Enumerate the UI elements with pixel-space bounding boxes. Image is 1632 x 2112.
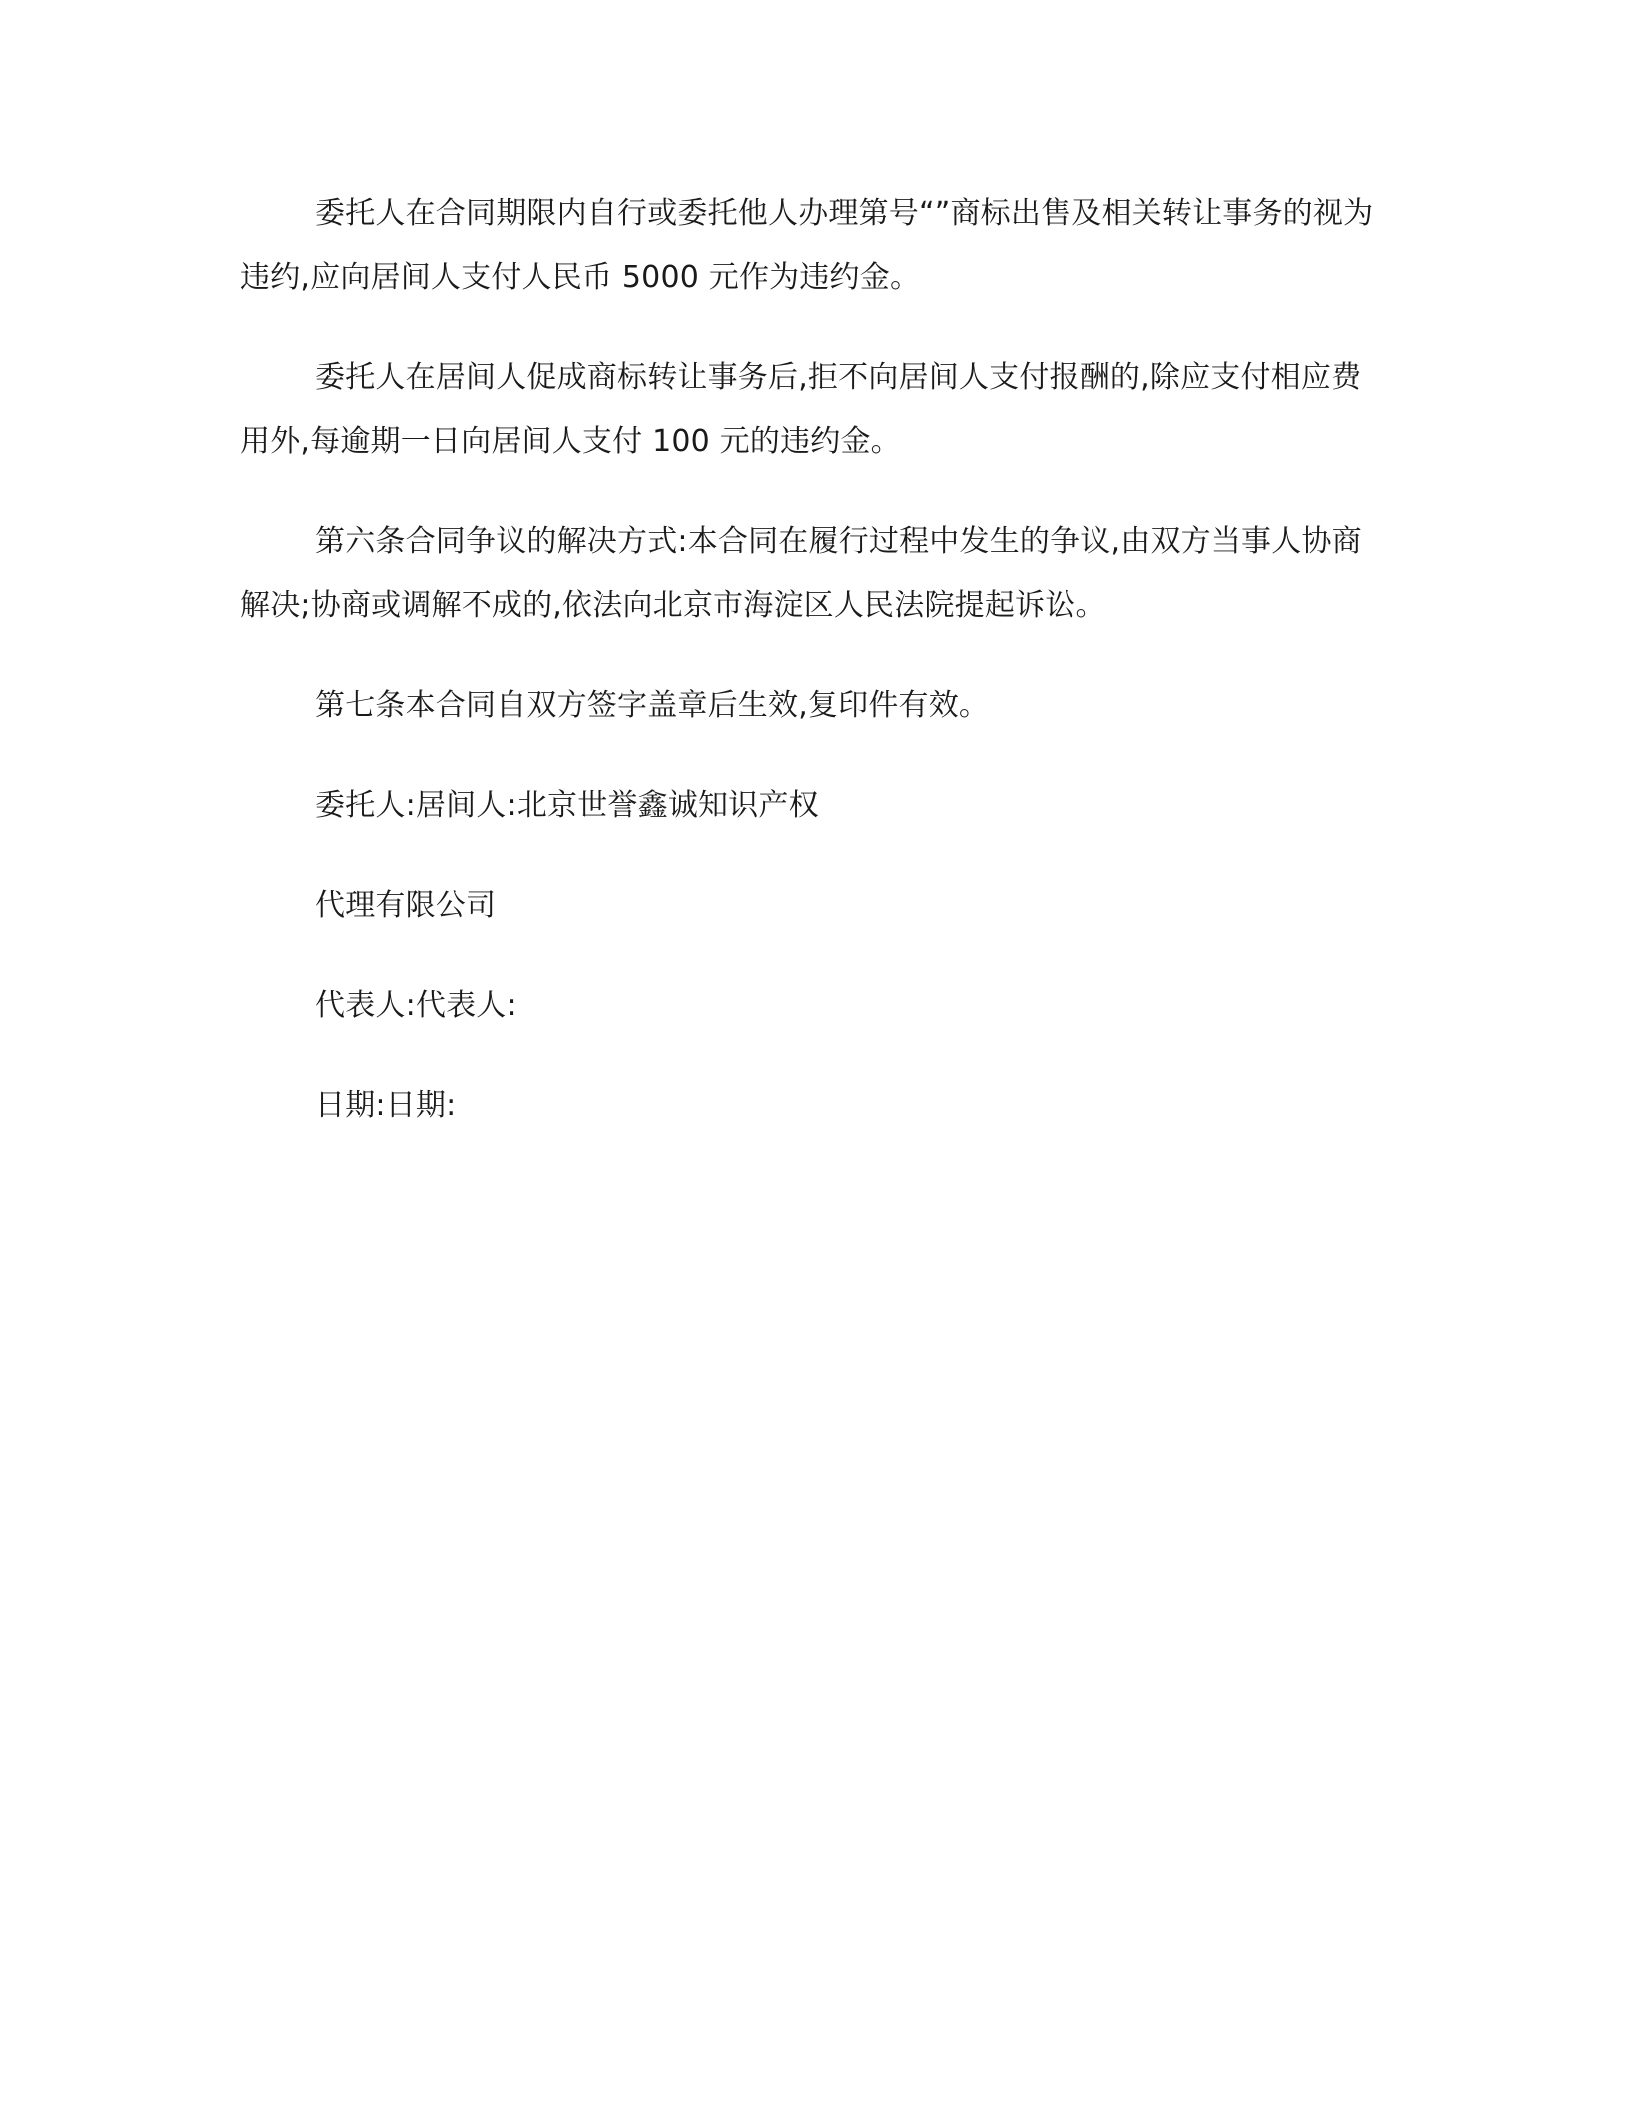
paragraph-article-seven: 第七条本合同自双方签字盖章后生效,复印件有效。 (315, 688, 990, 723)
signature-company-continuation: 代理有限公司 (315, 888, 497, 923)
signature-date-line: 日期:日期: (315, 1088, 457, 1123)
paragraph-breach-nonpayment: 委托人在居间人促成商标转让事务后,拒不向居间人支付报酬的,除应支付相应费用外,每逾期一日向居间人支付 100 元的违约金。 (240, 360, 1362, 459)
signature-parties-line: 委托人:居间人:北京世誉鑫诚知识产权 (315, 788, 819, 823)
paragraph-breach-self-sale: 委托人在合同期限内自行或委托他人办理第号“”商标出售及相关转让事务的视为违约,应向居间人支付人民币 5000 元作为违约金。 (240, 196, 1374, 295)
paragraph-article-six: 第六条合同争议的解决方式:本合同在履行过程中发生的争议,由双方当事人协商解决;协商或调解不成的,依法向北京市海淀区人民法院提起诉讼。 (240, 524, 1362, 623)
signature-representative-line: 代表人:代表人: (315, 988, 517, 1023)
document-body (240, 182, 1380, 1138)
